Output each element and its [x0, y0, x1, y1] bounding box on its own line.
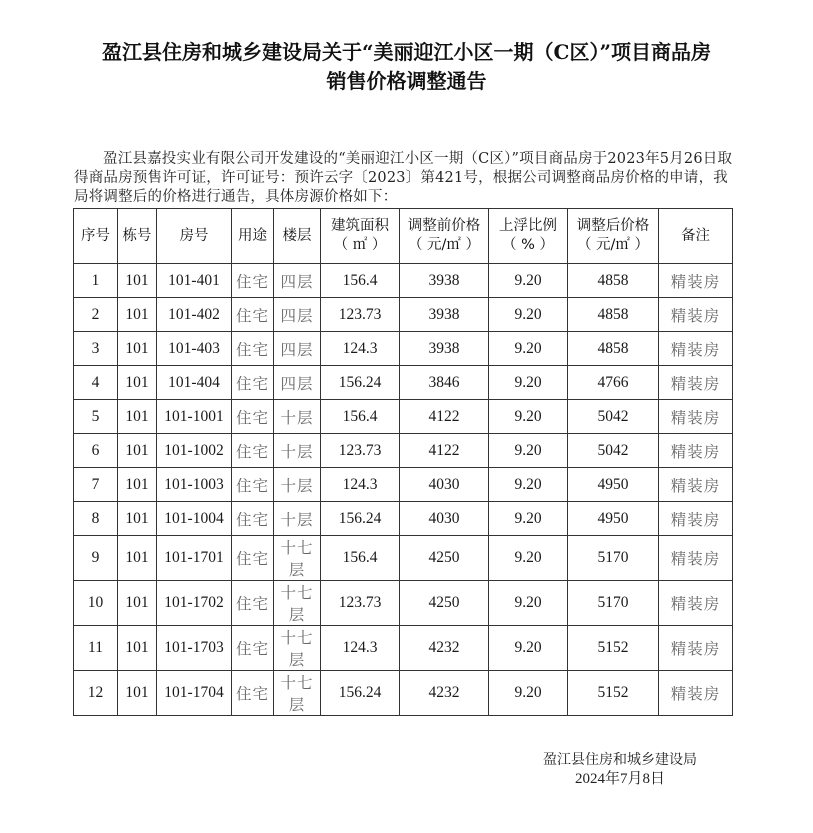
table-body	[74, 264, 733, 716]
table-row	[74, 581, 733, 626]
cell-seq: 3	[74, 332, 118, 366]
cell-room: 101-1701	[157, 536, 232, 581]
column-header-unit: （ 元/㎡ ）	[407, 237, 481, 253]
issuer-name: 盈江县住房和城乡建设局	[543, 752, 697, 768]
table-row	[74, 468, 733, 502]
cell-use: 住宅	[232, 536, 274, 581]
cell-note: 精装房	[659, 626, 733, 671]
cell-price-before: 4232	[400, 626, 489, 671]
cell-seq: 4	[74, 366, 118, 400]
cell-floor: 十七层	[274, 626, 321, 671]
cell-room: 101-1703	[157, 626, 232, 671]
cell-price-before: 4122	[400, 400, 489, 434]
table-row	[74, 536, 733, 581]
cell-rise-pct: 9.20	[489, 502, 568, 536]
cell-price-after: 4858	[568, 332, 659, 366]
cell-price-after: 4950	[568, 502, 659, 536]
column-header-label: 用途	[238, 227, 267, 244]
cell-area: 156.4	[321, 536, 400, 581]
cell-floor: 四层	[274, 366, 321, 400]
cell-rise-pct: 9.20	[489, 581, 568, 626]
cell-note: 精装房	[659, 264, 733, 298]
column-header	[568, 209, 659, 264]
cell-area: 123.73	[321, 298, 400, 332]
cell-use: 住宅	[232, 502, 274, 536]
cell-seq: 12	[74, 671, 118, 716]
cell-seq: 10	[74, 581, 118, 626]
table-row	[74, 332, 733, 366]
cell-use: 住宅	[232, 581, 274, 626]
cell-rise-pct: 9.20	[489, 434, 568, 468]
cell-building: 101	[118, 366, 157, 400]
cell-building: 101	[118, 298, 157, 332]
table-row	[74, 298, 733, 332]
table-row	[74, 264, 733, 298]
cell-room: 101-1002	[157, 434, 232, 468]
cell-price-before: 4030	[400, 468, 489, 502]
cell-floor: 四层	[274, 298, 321, 332]
cell-price-before: 3938	[400, 298, 489, 332]
cell-price-after: 5152	[568, 626, 659, 671]
cell-seq: 8	[74, 502, 118, 536]
title-line-1: 盈江县住房和城乡建设局关于“美丽迎江小区一期（C区）”项目商品房	[102, 40, 711, 64]
cell-note: 精装房	[659, 400, 733, 434]
cell-price-after: 5170	[568, 536, 659, 581]
cell-floor: 十层	[274, 400, 321, 434]
column-header-label: 房号	[179, 227, 209, 244]
cell-area: 124.3	[321, 468, 400, 502]
cell-area: 124.3	[321, 332, 400, 366]
column-header	[274, 209, 321, 264]
table-row	[74, 626, 733, 671]
cell-building: 101	[118, 536, 157, 581]
cell-price-after: 5170	[568, 581, 659, 626]
cell-use: 住宅	[232, 626, 274, 671]
cell-building: 101	[118, 434, 157, 468]
cell-use: 住宅	[232, 366, 274, 400]
cell-area: 123.73	[321, 581, 400, 626]
cell-building: 101	[118, 502, 157, 536]
column-header	[157, 209, 232, 264]
cell-building: 101	[118, 400, 157, 434]
cell-rise-pct: 9.20	[489, 671, 568, 716]
cell-area: 156.4	[321, 400, 400, 434]
cell-room: 101-403	[157, 332, 232, 366]
cell-floor: 十七层	[274, 671, 321, 716]
cell-price-before: 4030	[400, 502, 489, 536]
cell-area: 124.3	[321, 626, 400, 671]
column-header-label: 上浮比例	[499, 218, 557, 234]
cell-area: 123.73	[321, 434, 400, 468]
cell-building: 101	[118, 626, 157, 671]
table-row	[74, 366, 733, 400]
column-header-label: 调整后价格	[576, 218, 650, 234]
cell-room: 101-1702	[157, 581, 232, 626]
column-header-unit: （ 元/㎡ ）	[576, 237, 650, 253]
column-header	[232, 209, 274, 264]
issue-date: 2024年7月8日	[574, 771, 665, 787]
cell-rise-pct: 9.20	[489, 626, 568, 671]
title-line-2: 销售价格调整通告	[326, 69, 487, 93]
table-row	[74, 671, 733, 716]
cell-floor: 四层	[274, 332, 321, 366]
cell-use: 住宅	[232, 264, 274, 298]
cell-floor: 十层	[274, 468, 321, 502]
intro-paragraph	[74, 150, 734, 207]
cell-seq: 1	[74, 264, 118, 298]
cell-rise-pct: 9.20	[489, 536, 568, 581]
cell-note: 精装房	[659, 468, 733, 502]
cell-price-after: 4858	[568, 298, 659, 332]
table-row	[74, 502, 733, 536]
column-header-label: 栋号	[122, 227, 152, 244]
cell-note: 精装房	[659, 366, 733, 400]
cell-price-before: 4232	[400, 671, 489, 716]
cell-note: 精装房	[659, 671, 733, 716]
cell-rise-pct: 9.20	[489, 400, 568, 434]
column-header	[118, 209, 157, 264]
column-header	[321, 209, 400, 264]
cell-floor: 十层	[274, 502, 321, 536]
cell-price-before: 4250	[400, 581, 489, 626]
document-title	[0, 38, 813, 96]
cell-room: 101-1003	[157, 468, 232, 502]
cell-area: 156.4	[321, 264, 400, 298]
cell-price-after: 4858	[568, 264, 659, 298]
cell-room: 101-404	[157, 366, 232, 400]
cell-rise-pct: 9.20	[489, 264, 568, 298]
cell-building: 101	[118, 581, 157, 626]
cell-building: 101	[118, 468, 157, 502]
cell-price-before: 3938	[400, 332, 489, 366]
column-header	[74, 209, 118, 264]
cell-seq: 6	[74, 434, 118, 468]
column-header	[400, 209, 489, 264]
cell-use: 住宅	[232, 332, 274, 366]
cell-seq: 7	[74, 468, 118, 502]
column-header-label: 建筑面积	[331, 218, 389, 234]
cell-price-after: 5042	[568, 434, 659, 468]
cell-room: 101-1704	[157, 671, 232, 716]
table-header-row	[74, 209, 733, 264]
cell-price-before: 3938	[400, 264, 489, 298]
cell-note: 精装房	[659, 434, 733, 468]
cell-floor: 十层	[274, 434, 321, 468]
cell-use: 住宅	[232, 434, 274, 468]
cell-building: 101	[118, 332, 157, 366]
cell-price-after: 5152	[568, 671, 659, 716]
cell-rise-pct: 9.20	[489, 298, 568, 332]
cell-seq: 11	[74, 626, 118, 671]
column-header-unit: （ % ）	[502, 237, 554, 253]
column-header-label: 备注	[681, 227, 710, 244]
cell-price-after: 4950	[568, 468, 659, 502]
cell-price-after: 5042	[568, 400, 659, 434]
table-row	[74, 434, 733, 468]
cell-note: 精装房	[659, 536, 733, 581]
column-header-label: 序号	[81, 227, 110, 244]
intro-text: 盈江县嘉投实业有限公司开发建设的“美丽迎江小区一期（C区）”项目商品房于2023年5月26日取得商品房预售许可证，许可证号：预许云字〔2023〕第421号，根据公司调整商品房价格的申请，我局将调整后的价格进行通告，具体房源价格如下：	[74, 151, 733, 205]
cell-note: 精装房	[659, 332, 733, 366]
cell-floor: 十七层	[274, 581, 321, 626]
cell-seq: 9	[74, 536, 118, 581]
cell-rise-pct: 9.20	[489, 332, 568, 366]
cell-area: 156.24	[321, 366, 400, 400]
price-table	[73, 208, 733, 716]
column-header	[489, 209, 568, 264]
cell-rise-pct: 9.20	[489, 366, 568, 400]
cell-area: 156.24	[321, 502, 400, 536]
cell-price-before: 3846	[400, 366, 489, 400]
cell-room: 101-401	[157, 264, 232, 298]
cell-seq: 5	[74, 400, 118, 434]
column-header-label: 楼层	[282, 227, 312, 244]
cell-use: 住宅	[232, 671, 274, 716]
column-header-label: 调整前价格	[407, 218, 481, 234]
footer-signature	[500, 751, 740, 789]
column-header	[659, 209, 733, 264]
cell-seq: 2	[74, 298, 118, 332]
cell-price-after: 4766	[568, 366, 659, 400]
cell-use: 住宅	[232, 468, 274, 502]
cell-building: 101	[118, 671, 157, 716]
cell-floor: 十七层	[274, 536, 321, 581]
cell-note: 精装房	[659, 298, 733, 332]
cell-use: 住宅	[232, 400, 274, 434]
cell-room: 101-1001	[157, 400, 232, 434]
cell-floor: 四层	[274, 264, 321, 298]
cell-room: 101-1004	[157, 502, 232, 536]
cell-note: 精装房	[659, 581, 733, 626]
cell-use: 住宅	[232, 298, 274, 332]
cell-building: 101	[118, 264, 157, 298]
cell-price-before: 4122	[400, 434, 489, 468]
cell-room: 101-402	[157, 298, 232, 332]
cell-note: 精装房	[659, 502, 733, 536]
table-row	[74, 400, 733, 434]
cell-rise-pct: 9.20	[489, 468, 568, 502]
cell-area: 156.24	[321, 671, 400, 716]
column-header-unit: （ ㎡ ）	[333, 237, 387, 253]
cell-price-before: 4250	[400, 536, 489, 581]
